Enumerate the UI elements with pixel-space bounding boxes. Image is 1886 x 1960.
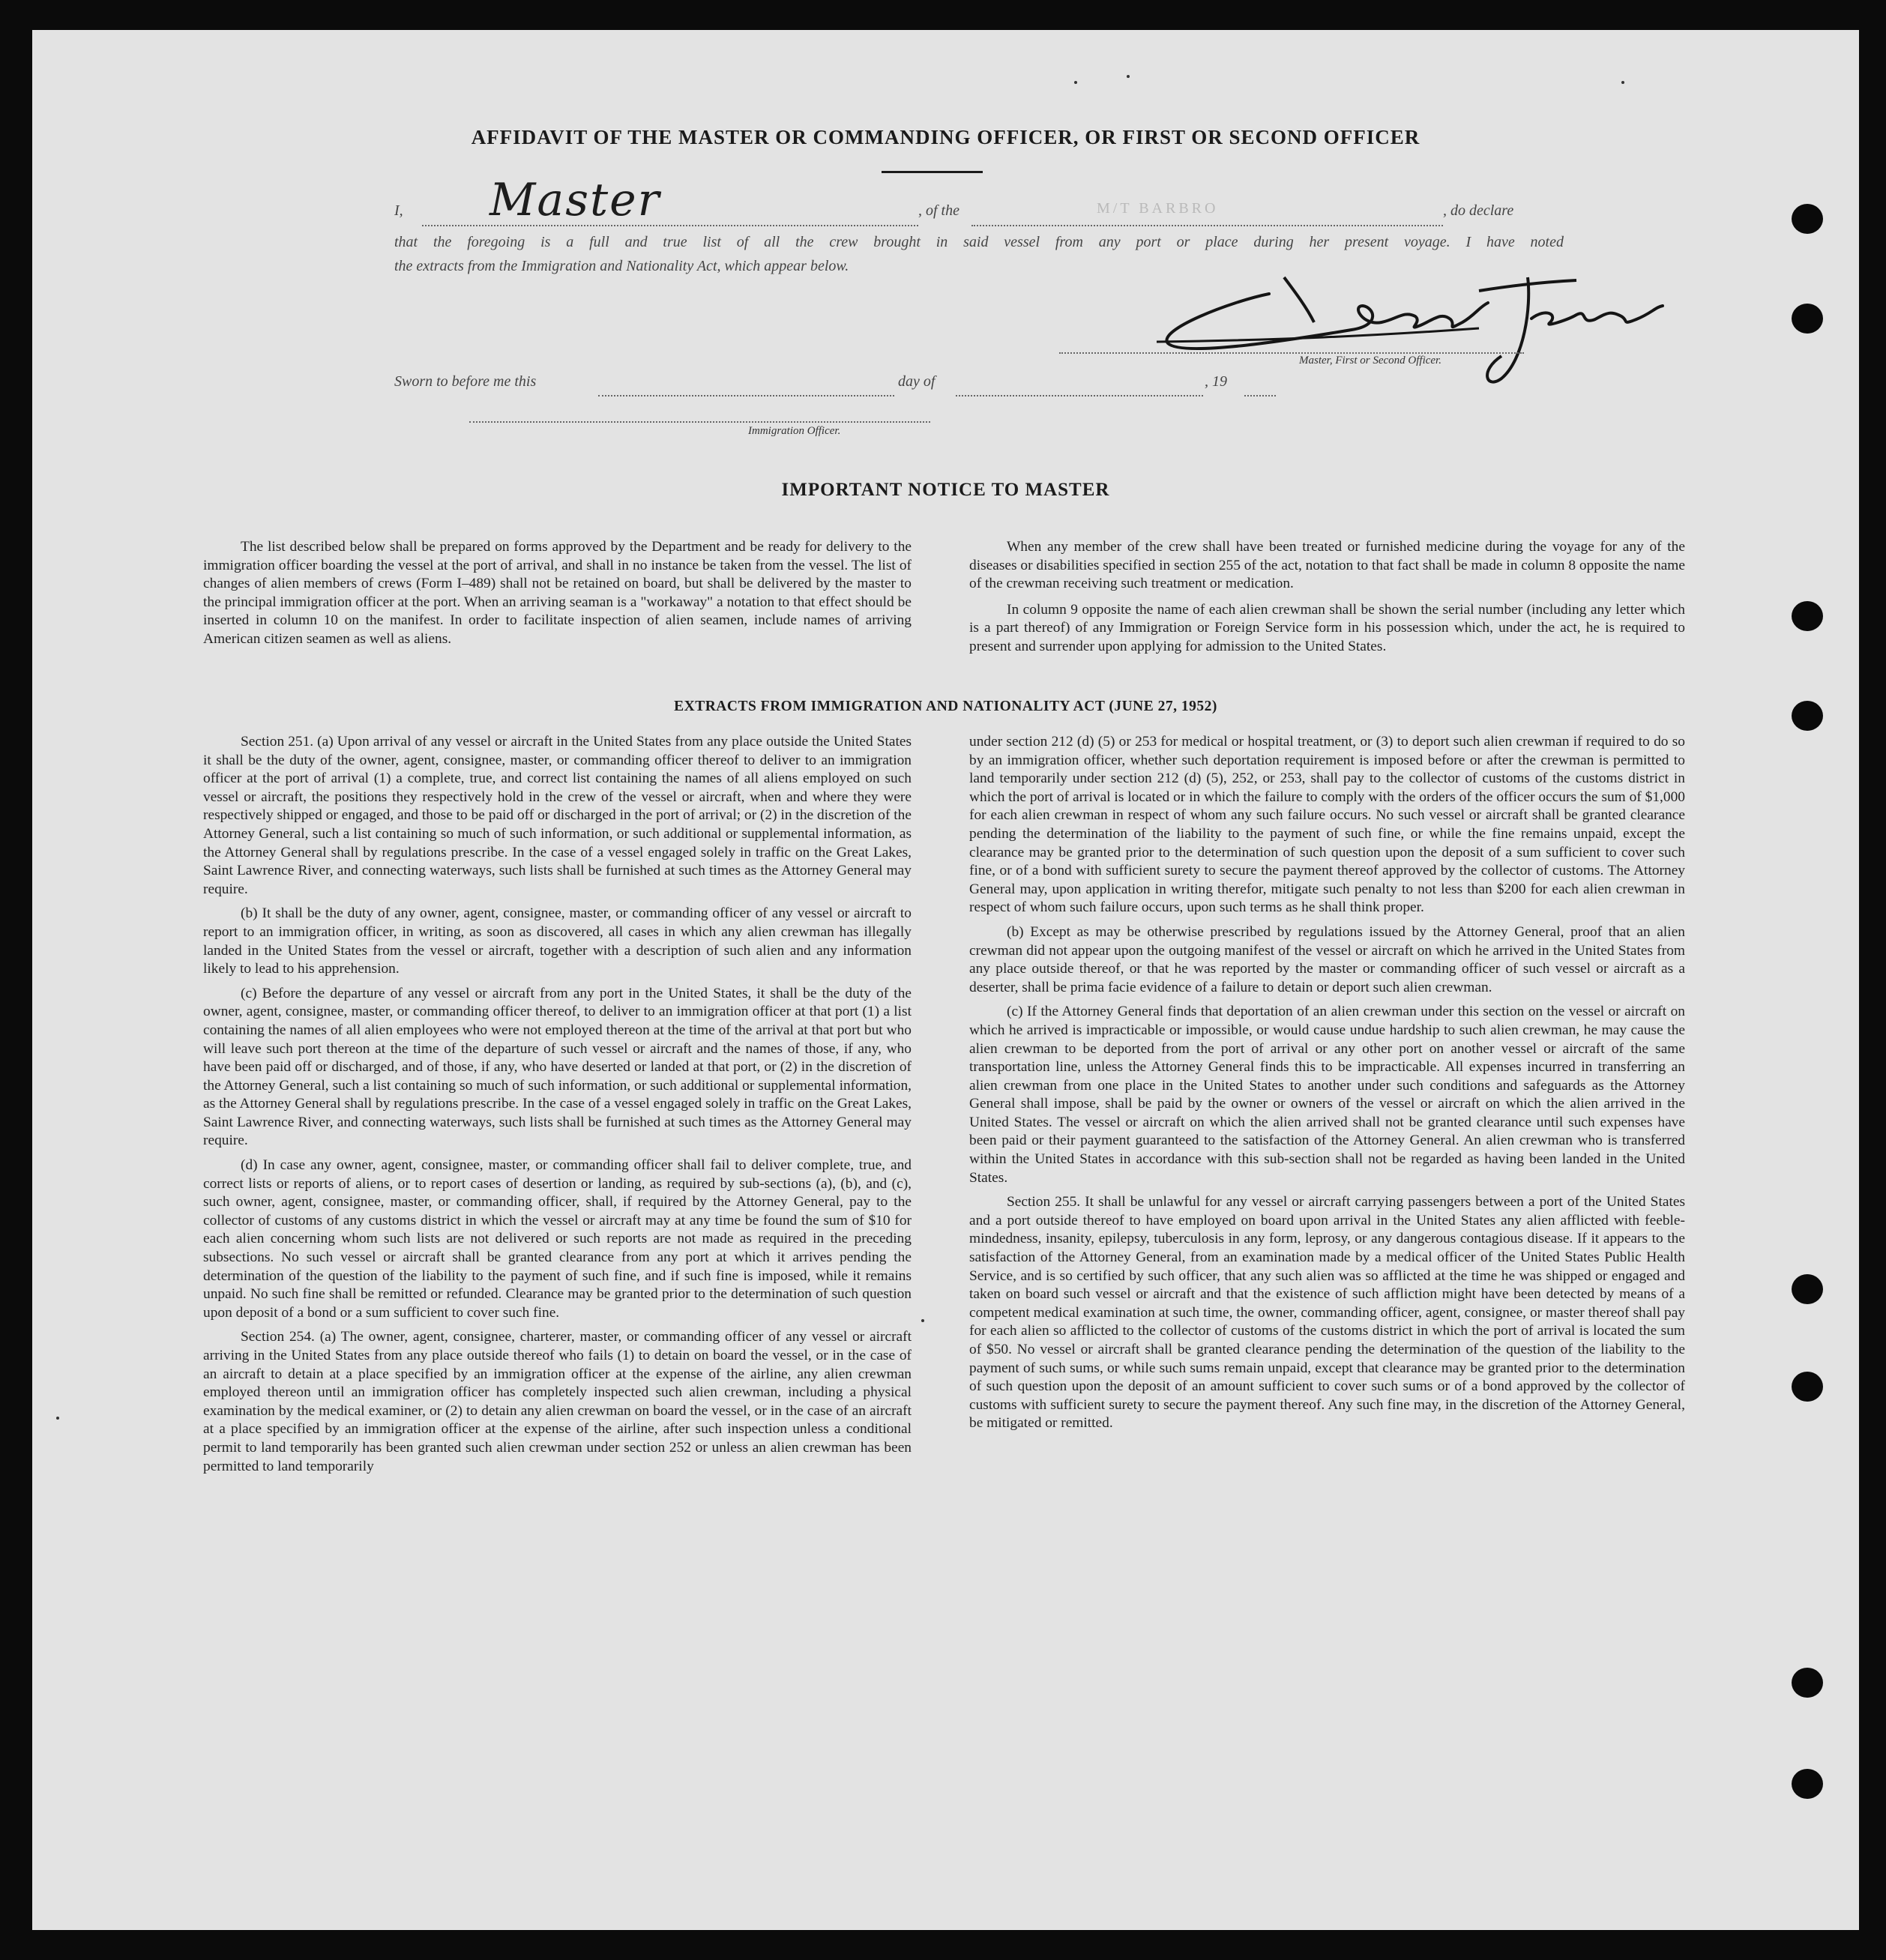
punch-hole: [1792, 1769, 1823, 1799]
section-251-a: Section 251. (a) Upon arrival of any vessel or aircraft in the United States from any place outside the United States it shall be the duty of the owner, agent, consignee, master, or commanding officer thereof to deliver to an immigration officer at the port of arrival (1) a complete, true, and correct list containing the names of all aliens employed on such vessel or aircraft, the positions they respectively hold in the crew of the vessel or aircraft, when and where they were respectively shipped or engaged, and those to be paid off or discharged in the port of arrival; or (2) in the discretion of the Attorney General, such a list containing so much of such information, or such additional or supplemental information, as the Attorney General shall by regulations prescribe. In the case of a vessel engaged solely in traffic on the Great Lakes, Saint Lawrence River, and connecting waterways, such lists shall be furnished at such times as the Attorney General may require.: [203, 734, 912, 897]
officer-caption: Immigration Officer.: [748, 425, 841, 437]
vessel-name-faint: M/T BARBRO: [1097, 200, 1219, 217]
extracts-right-column: [969, 733, 1685, 1433]
day-of-label: day of: [898, 373, 936, 390]
officer-signature-line: [469, 421, 930, 423]
section-254-b: (b) Except as may be otherwise prescribed by regulations issued by the Attorney General, proof that an alien crewman did not appear upon the outgoing manifest of the vessel or aircraft on which he arrived in the United States from any place outside thereof, or that he was reported by the master or commanding officer of such vessel or aircraft as a deserter, shall be prima facie evidence of a failure to detain or deport such alien crewman.: [969, 923, 1685, 995]
scan-speck: [921, 1319, 924, 1322]
master-signature: [1127, 247, 1666, 390]
sworn-month-line: [956, 377, 1203, 396]
section-251-c: (c) Before the departure of any vessel or aircraft from any port in the United States, it shall be the duty of the owner, agent, consignee, master, or commanding officer thereof, to deliver to an immigration officer at that port (1) a list containing the names of all alien employees who were not employed thereon at the time of the arrival at that port but who will leave such port thereon at the time of the departure of such vessel or aircraft and the names of those, if any, who have been paid off or discharged, and of those, if any, who have deserted or landed at that port, or (2) in the discretion of the Attorney General, such a list containing so much of such information, or such additional or supplemental information, as the Attorney General shall by regulations prescribe. In the case of a vessel engaged solely in traffic on the Great Lakes, Saint Lawrence River, and connecting waterways, such lists shall be furnished at such times as the Attorney General may require.: [203, 985, 912, 1149]
punch-hole: [1792, 1668, 1823, 1698]
scan-speck: [1074, 81, 1077, 84]
affidavit-line-3: the extracts from the Immigration and Nationality Act, which appear below.: [394, 258, 849, 274]
handwritten-master: Master: [489, 174, 661, 226]
section-251-b: (b) It shall be the duty of any owner, agent, consignee, master, or commanding officer of any vessel or aircraft to report to an immigration officer, in writing, as soon as discovered, all cases in which any alien crewman has illegally landed in the United States from the vessel or aircraft, together with a description of such alien and any information likely to lead to his apprehension.: [203, 905, 912, 977]
punch-hole: [1792, 304, 1823, 334]
extracts-left-column: [203, 733, 912, 1476]
notice-right-column: [969, 538, 1685, 657]
notice-left-column: [203, 538, 912, 649]
document-page: [32, 30, 1859, 1930]
notice-right-paragraph-1: When any member of the crew shall have been treated or furnished medicine during the voyage for any of the diseases or disabilities specified in section 255 of the act, notation to that fact shall be made in column 8 opposite the name of the crewman receiving such treatment or medication.: [969, 539, 1685, 592]
scan-speck: [56, 1417, 59, 1420]
year-label: , 19: [1205, 373, 1227, 390]
sworn-label: Sworn to before me this: [394, 373, 537, 390]
section-255: Section 255. It shall be unlawful for any vessel or aircraft carrying passengers between a port of the United States and a port outside thereof to have employed on board upon arrival in the United States any alien afflicted with feeble-mindedness, insanity, epilepsy, tuberculosis in any form, leprosy, or any dangerous contagious disease. If it appears to the satisfaction of the Attorney General, from an examination made by a medical officer of the United States Public Health Service, and is so certified by such officer, that any such alien was so afflicted at the time he was shipped or engaged and taken on board such vessel or aircraft and that the existence of such affliction might have been detected by means of a competent medical examination at such time, the owner, commanding officer, agent, consignee, or master thereof shall pay for each alien so afflicted to the collector of customs of the customs district in which the port of arrival is located the sum of $50. No vessel or aircraft shall be granted clearance pending the determination of the question of the liability to the payment of such sums, or while such sums remain unpaid, except that clearance may be granted prior to the determination of such question upon the deposit of an amount sufficient to cover such sums or of a bond approved by the collector of customs with sufficient surety to secure the payment thereof. Any such fine may, in the discretion of the Attorney General, be mitigated or remitted.: [969, 1194, 1685, 1432]
section-254-a-cont: under section 212 (d) (5) or 253 for medical or hospital treatment, or (3) to deport such alien crewman if required to do so by an immigration officer, whether such deportation requirement is imposed before or after the crewman is permitted to land temporarily under section 212 (d) (5), 252, or 253, shall pay to the collector of customs of the customs district in which the port of arrival is located or in which the failure to comply with the orders of the officer occurs the sum of $1,000 for each alien crewman in respect of whom any such failure occurs. No such vessel or aircraft shall be granted clearance pending the determination of the liability to the payment of such fine, or while the fine remains unpaid, except the clearance may be granted prior to the determination of such question upon the deposit of a sum sufficient to cover such fine, or of a bond with sufficient surety to secure the payment thereof approved by the collector of customs. The Attorney General may, upon application in writing therefor, mitigate such penalty to not less than $200 for each alien crewman in respect of whom such failure occurs, upon such terms as he shall think proper.: [969, 734, 1685, 916]
sworn-year-line: [1244, 377, 1276, 396]
affidavit-title: AFFIDAVIT OF THE MASTER OR COMMANDING OFFICER, OR FIRST OR SECOND OFFICER: [471, 126, 1420, 148]
section-251-d: (d) In case any owner, agent, consignee, master, or commanding officer shall fail to deliver complete, true, and correct lists or reports of aliens, or to report cases of desertion or landing, as required by sub-sections (a), (b), and (c), such owner, agent, consignee, master, or commanding officer, shall, if required by the Attorney General, pay to the collector of customs of any customs district in which the vessel or aircraft may at any time be found the sum of $10 for each alien concerning whom such lists are not delivered or such reports are not made as required in the preceding subsections. No such vessel or aircraft shall be granted clearance from any port at which it arrives pending the determination of the question of the liability to the payment of such fine, and if such fine is imposed, while it remains unpaid. No such fine shall be remitted or refunded. Clearance may be granted prior to the determination of such question upon deposit of a bond or a sum sufficient to cover such fine.: [203, 1157, 912, 1321]
section-254-c: (c) If the Attorney General finds that deportation of an alien crewman under this section on the vessel or aircraft on which he arrived is impracticable or impossible, or would cause undue hardship to such alien crewman, he may cause the alien crewman to be deported from the port of arrival or any other port on another vessel or aircraft of the same transportation line, unless the Attorney General finds this to be impracticable. All expenses incurred in transferring an alien crewman from one place in the United States to another under such conditions and safeguards as the Attorney General shall impose, shall be paid by the owner or owners of the vessel or aircraft on which the alien arrived in the United States. The vessel or aircraft on which the alien arrived shall not be granted clearance until such expenses have been paid or their payment guaranteed to the satisfaction of the Attorney General. An alien crewman who is transferred within the United States in accordance with this sub-section shall not be regarded as having been landed in the United States.: [969, 1004, 1685, 1186]
punch-hole: [1792, 1372, 1823, 1402]
signature-line: [1059, 352, 1524, 354]
punch-hole: [1792, 601, 1823, 631]
scan-speck: [1127, 75, 1130, 78]
notice-right-paragraph-2: In column 9 opposite the name of each alien crewman shall be shown the serial number (including any letter which is a part thereof) of any Immigration or Foreign Service form in his possession which, under the act, he is required to present and surrender upon applying for admission to the United States.: [969, 601, 1685, 654]
punch-hole: [1792, 1274, 1823, 1304]
notice-title: IMPORTANT NOTICE TO MASTER: [781, 480, 1110, 500]
affidavit-line-2: that the foregoing is a full and true list of all the crew brought in said vessel from any port or place during her present voyage. I have noted: [394, 234, 1564, 250]
of-the-label: , of the: [918, 202, 959, 219]
sworn-day-line: [598, 377, 894, 396]
punch-hole: [1792, 204, 1823, 234]
affidavit-i-label: I,: [394, 202, 403, 219]
signature-caption: Master, First or Second Officer.: [1299, 355, 1441, 367]
punch-hole: [1792, 701, 1823, 731]
extracts-title: EXTRACTS FROM IMMIGRATION AND NATIONALITY ACT (JUNE 27, 1952): [674, 699, 1217, 714]
scan-speck: [1621, 81, 1624, 84]
notice-left-paragraph: The list described below shall be prepared on forms approved by the Department and be ready for delivery to the immigration officer boarding the vessel at the port of arrival, and shall in no instance be taken from the vessel. The list of changes of alien members of crews (Form I–489) shall not be retained on board, but shall be delivered by the master to the principal immigration officer at the port. When an arriving seaman is a "workaway" a notation to that effect should be inserted in column 10 on the manifest. In order to facilitate inspection of alien seamen, include names of arriving American citizen seamen as well as aliens.: [203, 539, 912, 647]
section-254-a: Section 254. (a) The owner, agent, consignee, charterer, master, or commanding officer of any vessel or aircraft arriving in the United States from any place outside thereof who fails (1) to detain on board the vessel, or in the case of an aircraft to detain at a place specified by an immigration officer at the expense of the airline, any alien crewman employed thereon until an immigration officer has completely inspected such alien crewman, including a physical examination by the medical examiner, or (2) to detain any alien crewman on board the vessel, or in the case of an aircraft at a place specified by an immigration officer at the expense of the airline, after such inspection unless a conditional permit to land temporarily has been granted such alien crewman under section 252 or unless an alien crewman has been permitted to land temporarily: [203, 1329, 912, 1474]
title-rule: [882, 171, 983, 173]
do-declare-label: , do declare: [1443, 202, 1514, 219]
